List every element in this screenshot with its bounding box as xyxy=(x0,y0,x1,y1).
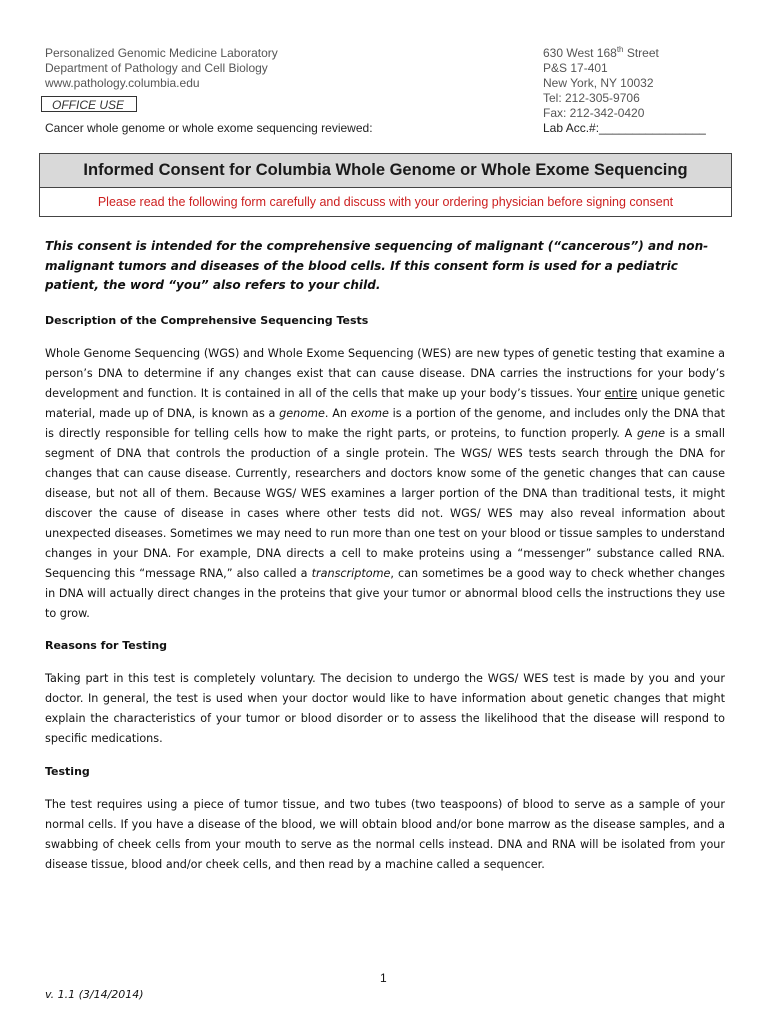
lab-info xyxy=(45,46,278,91)
intro-paragraph: This consent is intended for the comprehensive sequencing of malignant (“cancerous”) and non-malignant tumors and diseases of the blood cells. If this consent form is used for a pediatric patient, the word “you” also refers to your child. xyxy=(45,239,709,292)
department-name: Department of Pathology and Cell Biology xyxy=(45,61,268,75)
city-address: New York, NY 10032 xyxy=(543,76,654,90)
review-line: Cancer whole genome or whole exome sequencing reviewed: xyxy=(45,121,373,135)
page-number: 1 xyxy=(380,971,387,985)
reasons-paragraph: Taking part in this test is completely voluntary. The decision to undergo the WGS/ WES test is made by you and your doctor. In general, the test is used when your doctor would like to have information about genetic changes that might explain the characteristics of your tumor or blood disorder or to assess the likelihood that the disease will respond to specific medications. xyxy=(45,672,725,745)
street-address: 630 West 168th Street xyxy=(543,45,659,60)
room-address: P&S 17-401 xyxy=(543,61,608,75)
lab-address xyxy=(543,46,706,136)
telephone: Tel: 212-305-9706 xyxy=(543,91,640,105)
lab-accession-field[interactable]: Lab Acc.#:________________ xyxy=(543,121,706,135)
testing-paragraph: The test requires using a piece of tumor tissue, and two tubes (two teaspoons) of blood to serve as a sample of your normal cells. If you have a disease of the blood, we will obtain blood and/or bone marrow as the disease samples, and a swabbing of cheek cells from your mouth to serve as the normal cells instead. DNA and RNA will be isolated from your disease tissue, blood and/or cheek cells, and then read by a machine called a sequencer. xyxy=(45,798,725,871)
office-use-box: OFFICE USE xyxy=(41,96,137,112)
testing-heading: Testing xyxy=(45,765,90,778)
description-paragraph: Whole Genome Sequencing (WGS) and Whole Exome Sequencing (WES) are new types of genetic testing that examine a person’s DNA to determine if any changes exist that can cause disease. DNA carries the instructions for your body’s development and function. It is contained in all of the cells that make up your body’s tissues. Your entire unique genetic material, made up of DNA, is known as a genome. An exome is a portion of the genome, and includes only the DNA that is directly responsible for telling cells how to make the right parts, or proteins, to function properly. A gene is a small segment of DNA that controls the production of a single protein. The WGS/ WES tests search through the DNA for changes that can cause disease. Currently, researchers and doctors know some of the genetic changes that can cause disease, but not all of them. Because WGS/ WES examines a larger portion of the DNA than traditional tests, it might discover the cause of disease in cases where other tests did not. WGS/ WES may also reveal information about unexpected diseases. Sometimes we may need to run more than one test on your blood or tissue samples to understand changes in your DNA. For example, DNA directs a cell to make proteins using a “messenger” substance called RNA. Sequencing this “message RNA,” also called a transcriptome, can sometimes be a good way to check whether changes in DNA will actually direct changes in the proteins that give your tumor or abnormal blood cells the instructions they use to grow. xyxy=(45,347,725,620)
website-link[interactable]: www.pathology.columbia.edu xyxy=(45,76,200,90)
lab-name: Personalized Genomic Medicine Laboratory xyxy=(45,46,278,60)
version-label: v. 1.1 (3/14/2014) xyxy=(45,988,144,1001)
fax: Fax: 212-342-0420 xyxy=(543,106,645,120)
document-title: Informed Consent for Columbia Whole Genome or Whole Exome Sequencing xyxy=(39,153,732,188)
description-heading: Description of the Comprehensive Sequencing Tests xyxy=(45,314,369,327)
instruction-banner: Please read the following form carefully and discuss with your ordering physician before signing consent xyxy=(39,188,732,217)
reasons-heading: Reasons for Testing xyxy=(45,639,168,652)
